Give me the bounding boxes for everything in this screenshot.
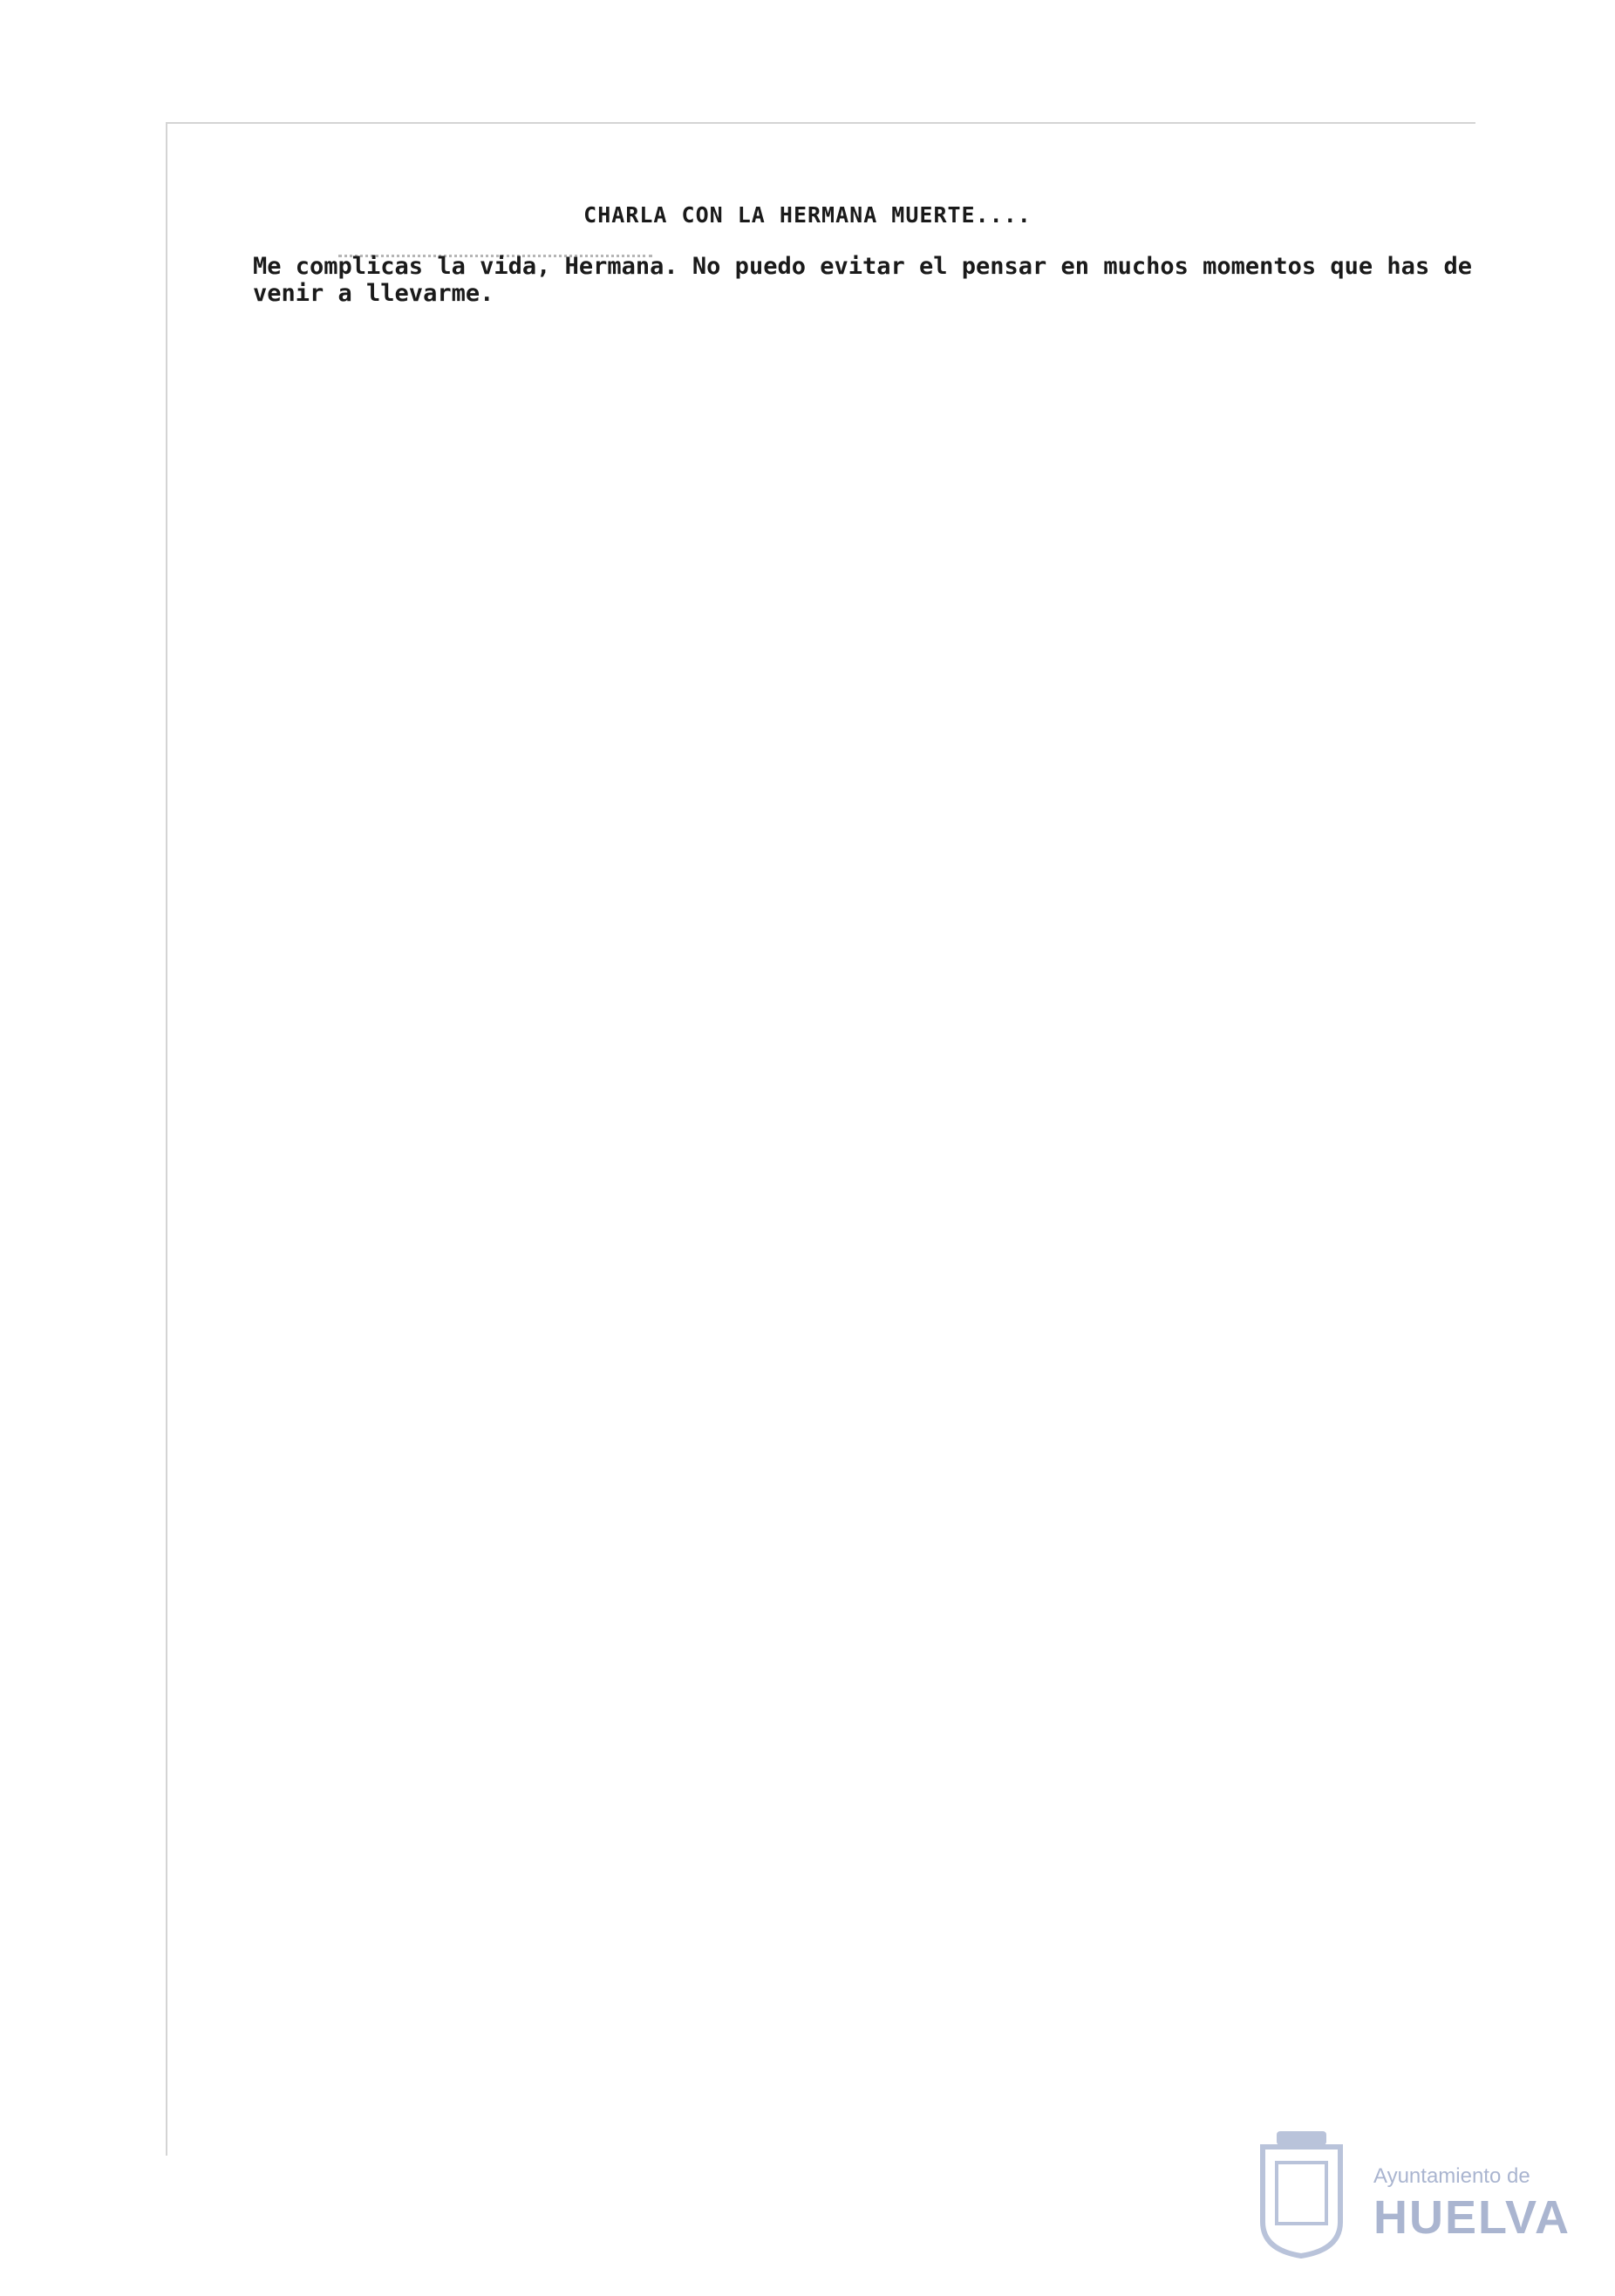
document-body (253, 253, 1474, 307)
watermark-line1: Ayuntamiento de (1373, 2164, 1530, 2188)
document-sheet (166, 122, 1475, 2156)
body-excerpt: Me complicas la vida, Hermana. No puedo evitar el pensar en muchos momentos que has de venir a llevarme. (253, 253, 1472, 307)
huelva-watermark (1256, 2128, 1571, 2259)
city-crest-icon (1256, 2128, 1347, 2259)
document-title: CHARLA CON LA HERMANA MUERTE.... (583, 202, 1032, 228)
watermark-line2: HUELVA (1373, 2191, 1571, 2244)
